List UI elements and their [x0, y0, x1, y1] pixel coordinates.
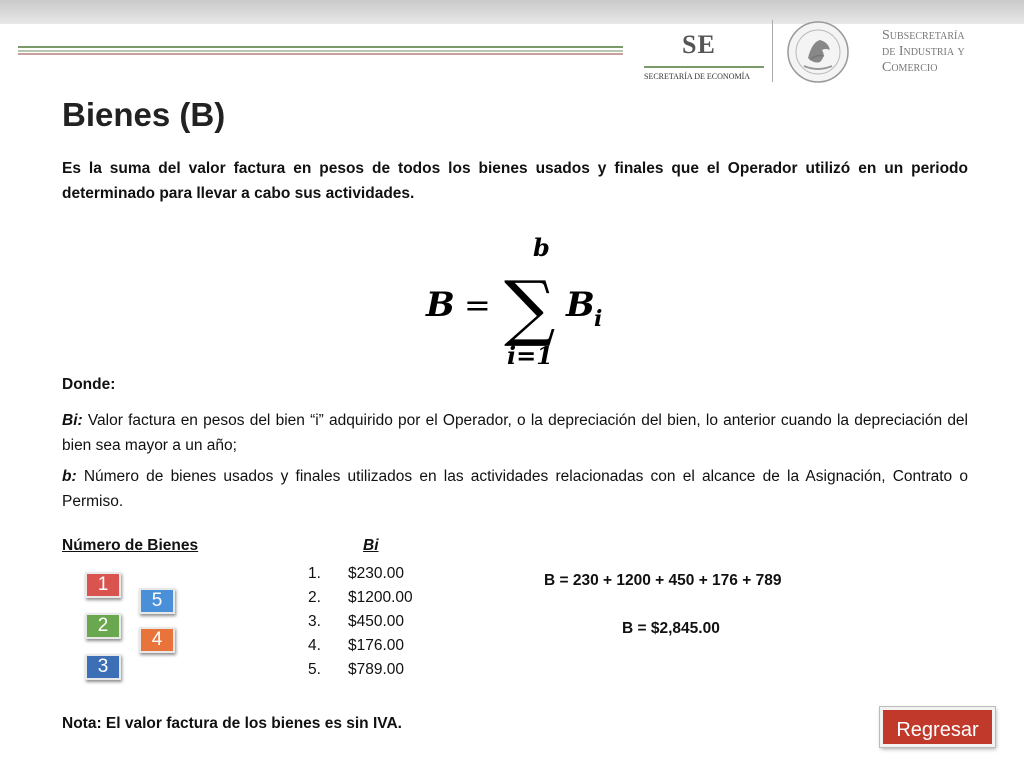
- b-term: b:: [62, 468, 77, 485]
- list-item-value: $1200.00: [348, 589, 413, 606]
- list-item-number: 3.: [308, 613, 321, 630]
- mexican-coat-of-arms-seal-icon: [786, 20, 850, 84]
- list-item: [308, 658, 413, 682]
- list-item-value: $789.00: [348, 661, 405, 678]
- bi-column-header: [363, 537, 379, 555]
- bi-definition: [62, 408, 968, 458]
- formula-sigma: ∑: [504, 265, 556, 349]
- formula-lower-limit: i=1: [507, 341, 553, 370]
- bi-column-header-text: Bi: [363, 537, 379, 554]
- agency-name: SECRETARÍA DE ECONOMÍA: [644, 72, 751, 81]
- header-stripe-light-green: [18, 50, 623, 52]
- top-bar: [0, 0, 1024, 24]
- list-item: [308, 562, 413, 586]
- list-item-number: 2.: [308, 589, 321, 606]
- slide-title: Bienes (B): [62, 96, 226, 133]
- definition-paragraph: Es la suma del valor factura en pesos de todos los bienes usados y finales que el Operador utilizó en un periodo determinado para llevar a cabo sus actividades.: [62, 160, 968, 202]
- total-result: B = $2,845.00: [622, 620, 720, 637]
- header-stripe-green: [18, 46, 623, 48]
- numero-bienes-label: Número de Bienes: [62, 537, 199, 554]
- numbered-box-5: 5: [139, 588, 175, 614]
- regresar-button[interactable]: Regresar: [880, 707, 995, 747]
- formula-lhs: B: [426, 285, 455, 325]
- subsecretaria-line-3: Comercio: [882, 60, 938, 75]
- list-item-value: $450.00: [348, 613, 405, 630]
- formula-term: B: [566, 285, 595, 325]
- sum-expression: B = 230 + 1200 + 450 + 176 + 789: [544, 572, 782, 589]
- numbered-box-4: 4: [139, 627, 175, 653]
- list-item-number: 4.: [308, 637, 321, 654]
- bi-text: Valor factura en pesos del bien “i” adquirido por el Operador, o la depreciación del bien, lo anterior cuando la depreciación del bien sea mayor a un año;: [62, 412, 968, 454]
- nota-footnote: Nota: El valor factura de los bienes es sin IVA.: [62, 715, 402, 732]
- list-item-number: 1.: [308, 565, 321, 582]
- formula-upper-limit: b: [533, 233, 550, 262]
- numbered-box-2: 2: [85, 613, 121, 639]
- b-definition: [62, 464, 968, 514]
- donde-label: Donde:: [62, 376, 116, 393]
- list-item: [308, 586, 413, 610]
- header-stripe-rose: [18, 53, 623, 55]
- se-logo: [640, 28, 770, 81]
- bi-values-list: [308, 562, 413, 682]
- numbered-box-1: 1: [85, 572, 121, 598]
- list-item-value: $176.00: [348, 637, 405, 654]
- list-item-value: $230.00: [348, 565, 405, 582]
- subsecretaria-line-1: Subsecretaría: [882, 28, 965, 43]
- sum-formula: [420, 228, 620, 378]
- subsecretaria-line-2: de Industria y: [882, 44, 965, 59]
- numbered-box-3: 3: [85, 654, 121, 680]
- subsecretaria-label: [882, 28, 965, 76]
- list-item-number: 5.: [308, 661, 321, 678]
- agency-code: SE: [682, 30, 716, 59]
- formula-term-subscript: i: [594, 306, 603, 332]
- list-item: [308, 610, 413, 634]
- logo-underline: [644, 66, 764, 68]
- bi-term: Bi:: [62, 412, 83, 429]
- header-divider: [772, 20, 773, 82]
- b-text: Número de bienes usados y finales utilizados en las actividades relacionadas con el alcance de la Asignación, Contrato o Permiso.: [62, 468, 968, 510]
- formula-equals: =: [464, 286, 491, 324]
- list-item: [308, 634, 413, 658]
